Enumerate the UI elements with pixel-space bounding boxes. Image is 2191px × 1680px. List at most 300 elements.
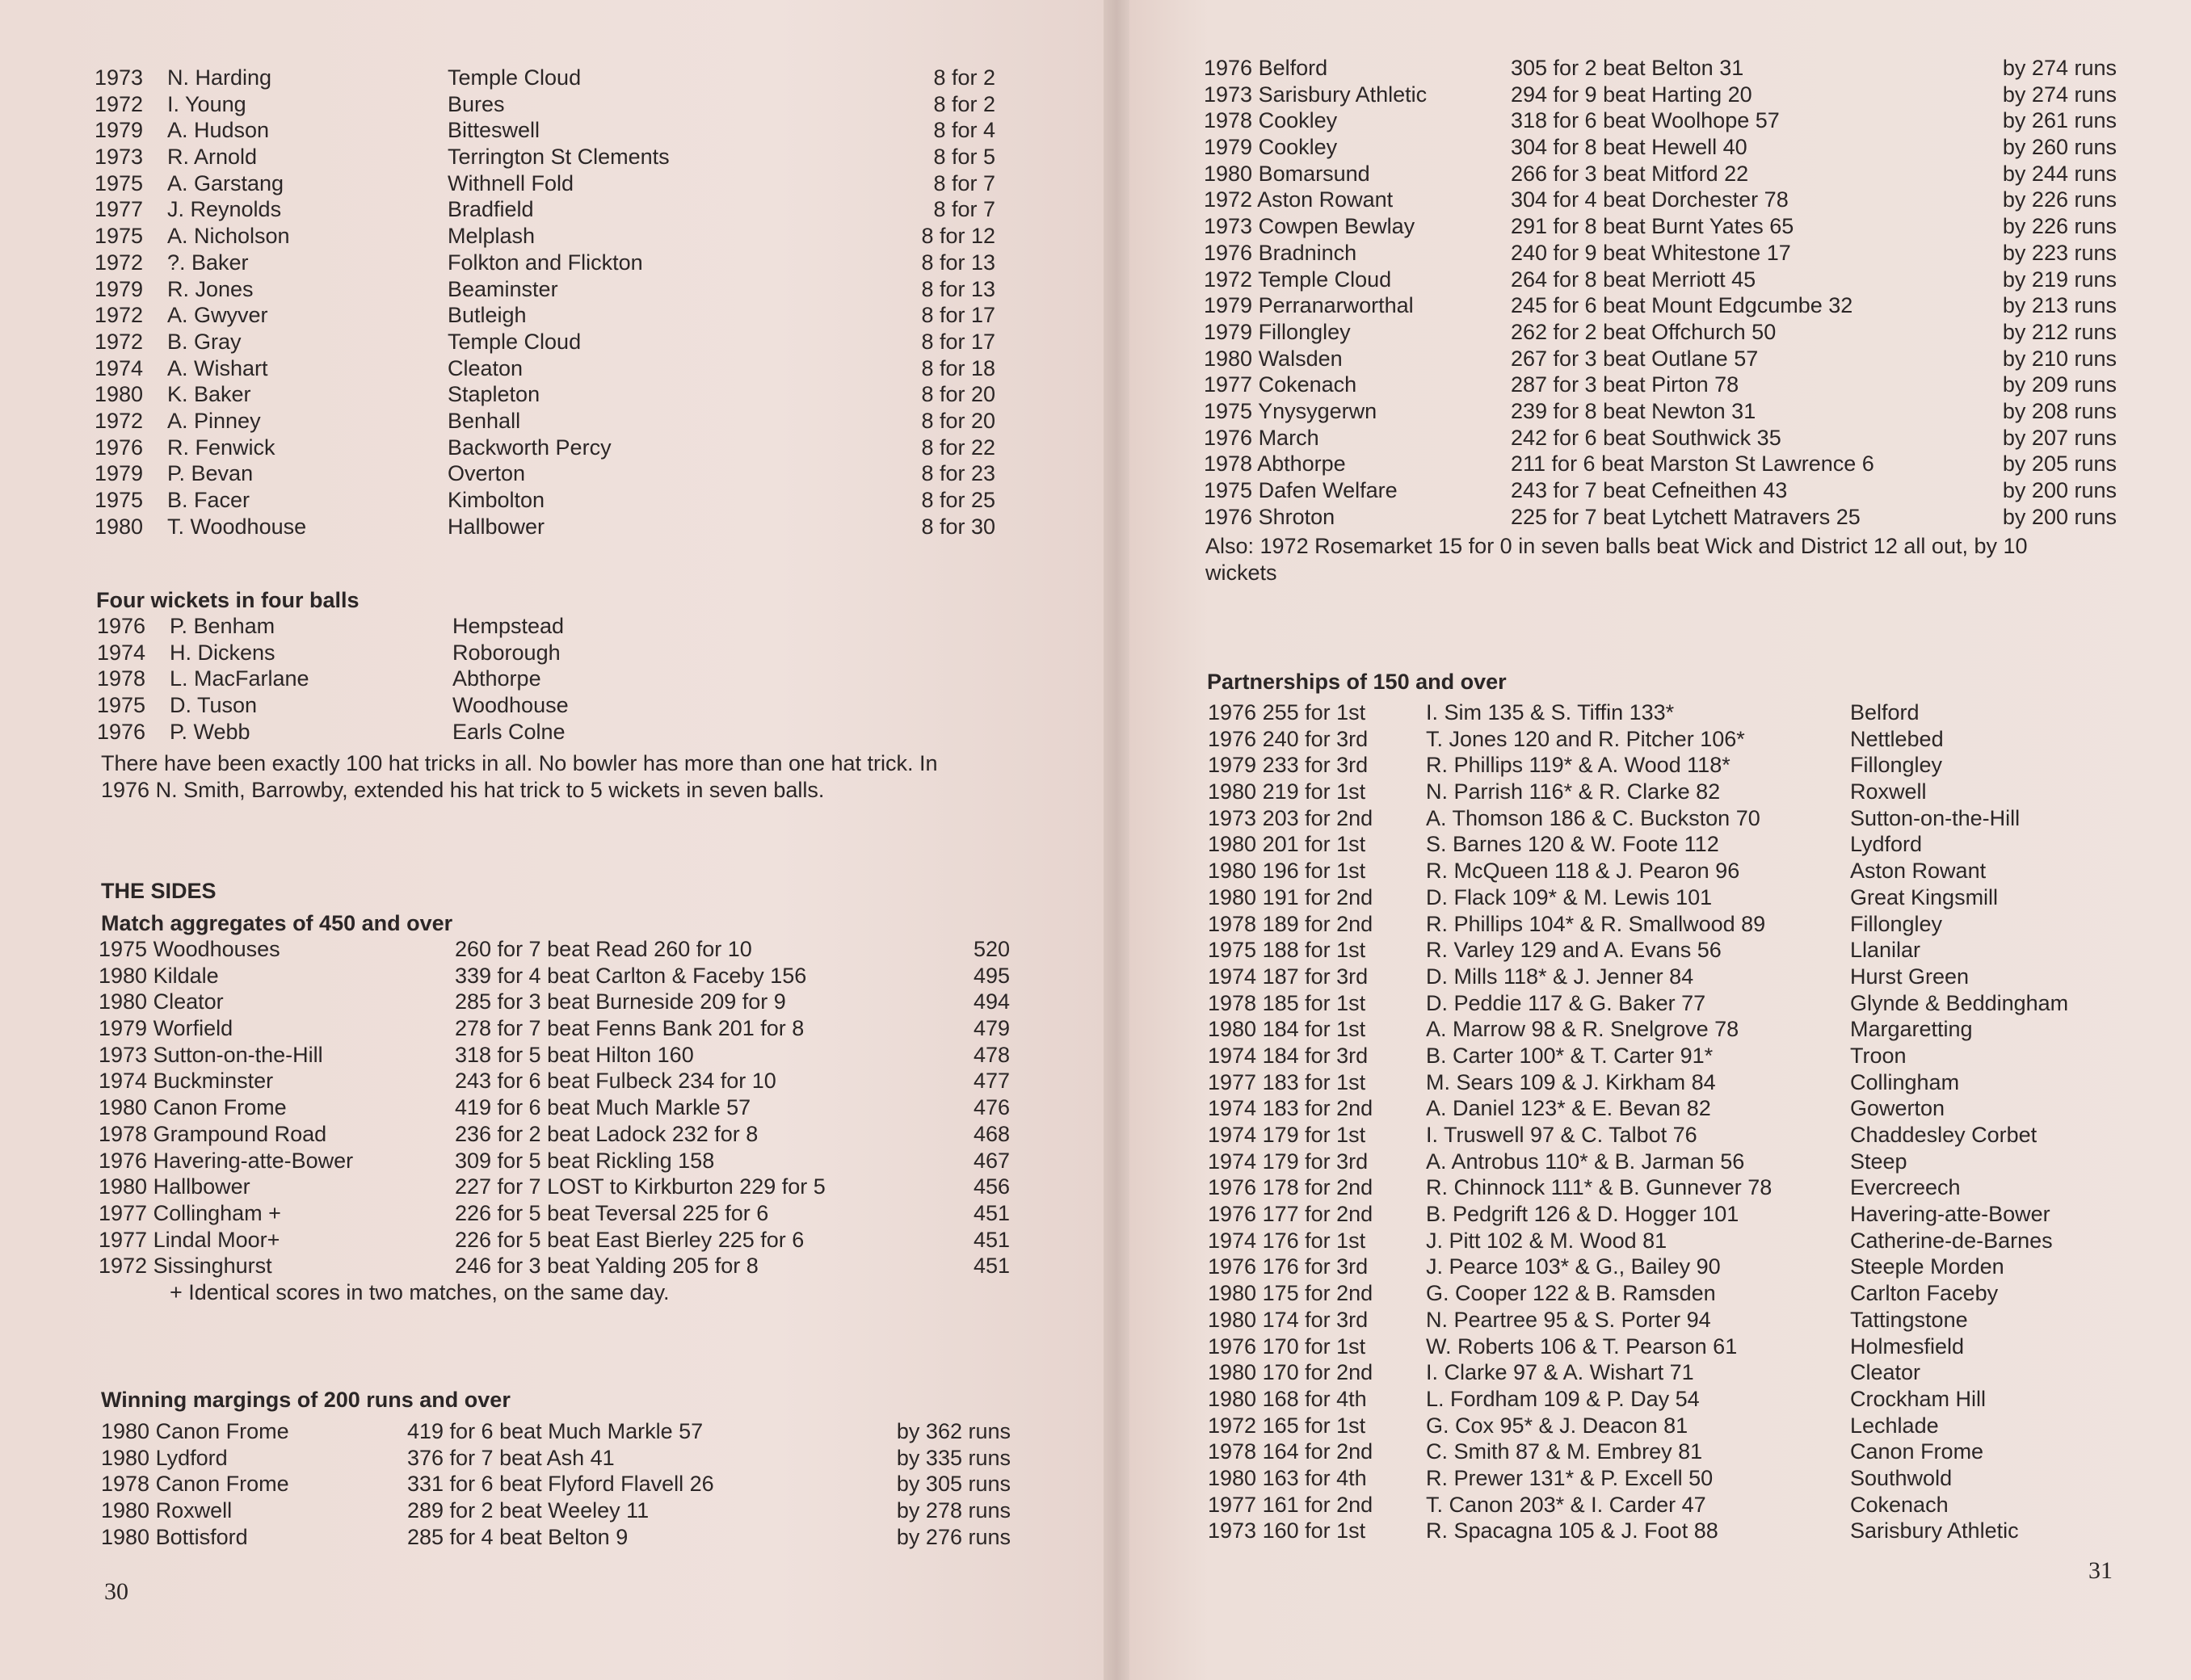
hat-trick-row	[95, 117, 1016, 144]
hat-trick-club: Folkton and Flickton	[448, 250, 643, 275]
aggregate-row	[99, 1094, 1020, 1121]
hat-trick-name: K. Baker	[167, 382, 251, 407]
hat-trick-note	[101, 750, 1030, 804]
margin-row	[101, 1497, 1022, 1524]
aggregates-table	[99, 936, 1020, 1279]
partnership-club: Fillongley	[1850, 753, 1943, 778]
sides-heading: THE SIDES	[101, 879, 217, 903]
hat-trick-figures: 8 for 23	[921, 461, 995, 486]
partnership-wicket: 1980 184 for 1st	[1208, 1017, 1366, 1042]
aggregate-team: 1973 Sutton-on-the-Hill	[99, 1042, 323, 1067]
partnership-players: M. Sears 109 & J. Kirkham 84	[1426, 1069, 1716, 1094]
margin-score: 304 for 4 beat Dorchester 78	[1511, 187, 1789, 212]
margin-score: 287 for 3 beat Pirton 78	[1511, 372, 1739, 397]
hat-trick-year: 1975	[95, 488, 144, 512]
hat-trick-name: R. Jones	[167, 276, 254, 301]
margin-team: 1980 Walsden	[1204, 346, 1343, 371]
margin-score: 318 for 6 beat Woolhope 57	[1511, 108, 1780, 133]
partnership-players: I. Clarke 97 & A. Wishart 71	[1426, 1360, 1694, 1385]
hat-trick-club: Cleaton	[448, 355, 524, 380]
partnership-players: J. Pitt 102 & M. Wood 81	[1426, 1228, 1667, 1253]
hat-trick-row	[95, 276, 1016, 303]
aggregate-row	[99, 963, 1020, 989]
page-number-left: 30	[104, 1578, 128, 1605]
hat-trick-row	[95, 329, 1016, 355]
aggregate-team: 1977 Collingham +	[99, 1200, 281, 1225]
margin-row	[1204, 213, 2141, 240]
aggregate-total: 468	[973, 1121, 1010, 1146]
partnership-club: Crockham Hill	[1850, 1386, 1987, 1411]
hat-trick-figures: 8 for 2	[933, 65, 995, 90]
partnership-row	[1208, 1359, 2153, 1386]
partnership-wicket: 1973 203 for 2nd	[1208, 805, 1373, 830]
aggregate-total: 479	[973, 1016, 1010, 1041]
four-wickets-year: 1976	[97, 719, 146, 744]
margin-score: 242 for 6 beat Southwick 35	[1511, 425, 1781, 450]
partnership-wicket: 1980 219 for 1st	[1208, 779, 1366, 804]
four-wickets-name: P. Benham	[170, 614, 275, 638]
margin-score: 376 for 7 beat Ash 41	[407, 1445, 615, 1470]
partnership-wicket: 1976 170 for 1st	[1208, 1334, 1366, 1359]
margin-score: 266 for 3 beat Mitford 22	[1511, 161, 1749, 186]
hat-trick-name: A. Pinney	[167, 408, 261, 433]
four-wickets-club: Abthorpe	[452, 666, 541, 691]
partnership-row	[1208, 779, 2153, 805]
aggregates-heading: Match aggregates of 450 and over	[101, 911, 453, 935]
partnership-row	[1208, 964, 2153, 990]
also-note-line-1: Also: 1972 Rosemarket 15 for 0 in seven balls beat Wick and District 12 all out, by 10	[1205, 534, 2028, 558]
partnership-wicket: 1974 183 for 2nd	[1208, 1096, 1373, 1121]
aggregate-team: 1976 Havering-atte-Bower	[99, 1148, 354, 1173]
partnership-wicket: 1980 163 for 4th	[1208, 1465, 1367, 1490]
margin-margin: by 219 runs	[2002, 267, 2117, 292]
margin-row	[1204, 398, 2141, 425]
margin-margin: by 207 runs	[2002, 425, 2117, 450]
margin-margin: by 226 runs	[2002, 187, 2117, 212]
partnership-wicket: 1972 165 for 1st	[1208, 1413, 1366, 1438]
partnership-club: Evercreech	[1850, 1175, 1961, 1200]
hat-trick-name: R. Fenwick	[167, 435, 275, 460]
partnership-wicket: 1976 177 for 2nd	[1208, 1202, 1373, 1227]
partnership-wicket: 1980 175 for 2nd	[1208, 1281, 1373, 1306]
hat-trick-year: 1979	[95, 276, 144, 301]
partnership-wicket: 1975 188 for 1st	[1208, 938, 1366, 963]
partnership-wicket: 1977 161 for 2nd	[1208, 1492, 1373, 1517]
partnership-wicket: 1980 196 for 1st	[1208, 859, 1366, 884]
hat-trick-year: 1975	[95, 170, 144, 195]
margin-margin: by 208 runs	[2002, 398, 2117, 423]
hat-trick-figures: 8 for 7	[933, 170, 995, 195]
partnership-club: Sutton-on-the-Hill	[1850, 805, 2021, 830]
partnership-club: Roxwell	[1850, 779, 1927, 804]
margin-score: 419 for 6 beat Much Markle 57	[407, 1419, 704, 1443]
margin-row	[1204, 292, 2141, 319]
margin-team: 1976 March	[1204, 425, 1319, 450]
partnership-club: Carlton Faceby	[1850, 1281, 1999, 1306]
margin-team: 1980 Bottisford	[101, 1524, 248, 1549]
partnership-row	[1208, 911, 2153, 938]
partnership-club: Lechlade	[1850, 1413, 1939, 1438]
aggregate-row	[99, 1253, 1020, 1279]
margin-score: 305 for 2 beat Belton 31	[1511, 56, 1744, 80]
margin-margin: by 278 runs	[896, 1498, 1011, 1523]
partnership-wicket: 1973 160 for 1st	[1208, 1518, 1366, 1544]
margin-row	[101, 1471, 1022, 1497]
hat-trick-name: A. Garstang	[167, 170, 284, 195]
margin-margin: by 305 runs	[896, 1472, 1011, 1497]
four-wickets-row	[97, 613, 1018, 640]
partnership-wicket: 1980 191 for 2nd	[1208, 884, 1373, 909]
partnership-wicket: 1979 233 for 3rd	[1208, 753, 1369, 778]
margin-team: 1980 Bomarsund	[1204, 161, 1370, 186]
hat-trick-figures: 8 for 25	[921, 488, 995, 512]
partnership-wicket: 1980 201 for 1st	[1208, 832, 1366, 857]
margin-row	[1204, 346, 2141, 372]
margin-team: 1972 Aston Rowant	[1204, 187, 1394, 212]
partnership-row	[1208, 1254, 2153, 1280]
margin-margin: by 226 runs	[2002, 214, 2117, 239]
hat-trick-club: Withnell Fold	[448, 170, 574, 195]
margin-row	[1204, 161, 2141, 187]
hat-trick-figures: 8 for 30	[921, 514, 995, 539]
hat-trick-note-line-1: There have been exactly 100 hat tricks in all. No bowler has more than one hat trick. In	[101, 751, 938, 775]
aggregate-team: 1979 Worfield	[99, 1016, 233, 1041]
hat-trick-name: A. Nicholson	[167, 224, 290, 249]
hat-trick-club: Bitteswell	[448, 118, 540, 143]
partnership-players: L. Fordham 109 & P. Day 54	[1426, 1386, 1700, 1411]
margin-score: 240 for 9 beat Whitestone 17	[1511, 240, 1791, 265]
partnership-row	[1208, 1518, 2153, 1544]
margin-row	[1204, 240, 2141, 267]
four-wickets-club: Earls Colne	[452, 719, 566, 744]
book-gutter	[1104, 0, 1129, 1680]
partnership-wicket: 1974 184 for 3rd	[1208, 1043, 1369, 1068]
partnership-club: Steep	[1850, 1149, 1907, 1174]
margin-margin: by 223 runs	[2002, 240, 2117, 265]
aggregate-team: 1980 Hallbower	[99, 1174, 250, 1199]
partnership-players: D. Peddie 117 & G. Baker 77	[1426, 990, 1706, 1015]
partnership-wicket: 1974 176 for 1st	[1208, 1228, 1366, 1253]
hat-trick-name: B. Gray	[167, 329, 242, 354]
hat-trick-note-line-2: 1976 N. Smith, Barrowby, extended his hat trick to 5 wickets in seven balls.	[101, 778, 825, 802]
hat-trick-year: 1973	[95, 65, 144, 90]
aggregate-total: 467	[973, 1148, 1010, 1173]
aggregate-row	[99, 1227, 1020, 1254]
margin-score: 239 for 8 beat Newton 31	[1511, 398, 1756, 423]
partnership-row	[1208, 805, 2153, 832]
aggregate-team: 1978 Grampound Road	[99, 1121, 327, 1146]
margin-row	[1204, 372, 2141, 398]
margin-margin: by 205 runs	[2002, 452, 2117, 477]
aggregate-score: 260 for 7 beat Read 260 for 10	[455, 937, 752, 961]
four-wickets-name: L. MacFarlane	[170, 666, 309, 691]
aggregate-team: 1980 Cleator	[99, 989, 224, 1014]
hat-trick-figures: 8 for 20	[921, 408, 995, 433]
partnership-players: J. Pearce 103* & G., Bailey 90	[1426, 1254, 1721, 1279]
four-wickets-year: 1974	[97, 640, 146, 665]
partnership-wicket: 1978 189 for 2nd	[1208, 911, 1373, 936]
hat-trick-row	[95, 223, 1016, 250]
margin-row	[101, 1524, 1022, 1551]
margin-team: 1978 Cookley	[1204, 108, 1338, 133]
margins-table-left	[101, 1418, 1022, 1550]
four-wickets-row	[97, 666, 1018, 692]
partnership-wicket: 1980 170 for 2nd	[1208, 1360, 1373, 1385]
partnership-club: Lydford	[1850, 832, 1923, 857]
hat-trick-year: 1972	[95, 303, 144, 328]
partnership-players: B. Pedgrift 126 & D. Hogger 101	[1426, 1202, 1739, 1227]
margins-table-right	[1204, 55, 2141, 530]
partnership-row	[1208, 1043, 2153, 1069]
hat-trick-year: 1980	[95, 382, 144, 407]
hat-trick-year: 1972	[95, 408, 144, 433]
margin-score: 264 for 8 beat Merriott 45	[1511, 267, 1756, 292]
partnership-row	[1208, 858, 2153, 884]
partnerships-table	[1208, 699, 2153, 1544]
aggregate-row	[99, 989, 1020, 1015]
partnership-row	[1208, 1122, 2153, 1149]
partnership-club: Llanilar	[1850, 938, 1921, 963]
margin-row	[1204, 267, 2141, 293]
aggregate-total: 495	[973, 963, 1010, 988]
partnership-club: Aston Rowant	[1850, 859, 1987, 884]
four-wickets-row	[97, 719, 1018, 746]
aggregate-team: 1975 Woodhouses	[99, 937, 280, 961]
margin-team: 1973 Cowpen Bewlay	[1204, 214, 1415, 239]
hat-trick-club: Stapleton	[448, 382, 540, 407]
hat-trick-club: Butleigh	[448, 303, 527, 328]
hat-trick-year: 1979	[95, 461, 144, 486]
partnership-wicket: 1976 176 for 3rd	[1208, 1254, 1369, 1279]
margin-score: 294 for 9 beat Harting 20	[1511, 82, 1752, 107]
hat-trick-row	[95, 381, 1016, 408]
four-wickets-name: P. Webb	[170, 719, 250, 744]
partnership-row	[1208, 1307, 2153, 1334]
four-wickets-year: 1978	[97, 666, 146, 691]
hat-trick-figures: 8 for 17	[921, 303, 995, 328]
margin-team: 1976 Shroton	[1204, 504, 1335, 529]
hat-trick-name: N. Harding	[167, 65, 272, 90]
partnership-row	[1208, 1016, 2153, 1043]
hat-trick-name: A. Gwyver	[167, 303, 268, 328]
margin-row	[1204, 319, 2141, 346]
hat-trick-year: 1975	[95, 224, 144, 249]
partnership-row	[1208, 1386, 2153, 1413]
margin-margin: by 335 runs	[896, 1445, 1011, 1470]
partnership-row	[1208, 1280, 2153, 1307]
partnership-club: Holmesfield	[1850, 1334, 1965, 1359]
partnership-players: R. Phillips 104* & R. Smallwood 89	[1426, 911, 1766, 936]
margin-row	[101, 1445, 1022, 1472]
margin-team: 1973 Sarisbury Athletic	[1204, 82, 1428, 107]
margin-margin: by 260 runs	[2002, 135, 2117, 160]
hat-trick-figures: 8 for 2	[933, 91, 995, 116]
margin-margin: by 200 runs	[2002, 478, 2117, 502]
hat-trick-year: 1976	[95, 435, 144, 460]
hat-trick-club: Terrington St Clements	[448, 145, 670, 170]
aggregate-score: 246 for 3 beat Yalding 205 for 8	[455, 1254, 759, 1279]
margin-margin: by 213 runs	[2002, 293, 2117, 318]
margin-score: 267 for 3 beat Outlane 57	[1511, 346, 1759, 371]
margin-margin: by 244 runs	[2002, 161, 2117, 186]
four-wickets-row	[97, 640, 1018, 666]
hat-trick-figures: 8 for 13	[921, 276, 995, 301]
margin-row	[1204, 425, 2141, 452]
margin-margin: by 261 runs	[2002, 108, 2117, 133]
hat-trick-name: J. Reynolds	[167, 197, 282, 222]
partnership-players: A. Marrow 98 & R. Snelgrove 78	[1426, 1017, 1739, 1042]
hat-trick-year: 1977	[95, 197, 144, 222]
hat-trick-figures: 8 for 5	[933, 145, 995, 170]
partnership-players: B. Carter 100* & T. Carter 91*	[1426, 1043, 1714, 1068]
partnership-club: Gowerton	[1850, 1096, 1945, 1121]
partnership-row	[1208, 1069, 2153, 1096]
partnership-wicket: 1974 179 for 3rd	[1208, 1149, 1369, 1174]
hat-trick-figures: 8 for 22	[921, 435, 995, 460]
margin-margin: by 200 runs	[2002, 504, 2117, 529]
hat-trick-row	[95, 144, 1016, 170]
hat-trick-club: Temple Cloud	[448, 65, 582, 90]
margin-score: 331 for 6 beat Flyford Flavell 26	[407, 1472, 714, 1497]
partnership-row	[1208, 831, 2153, 858]
hat-trick-row	[95, 170, 1016, 197]
partnership-row	[1208, 1228, 2153, 1254]
partnership-players: I. Sim 135 & S. Tiffin 133*	[1426, 700, 1675, 724]
partnership-club: Steeple Morden	[1850, 1254, 2004, 1279]
hat-trick-row	[95, 250, 1016, 276]
margin-score: 289 for 2 beat Weeley 11	[407, 1498, 650, 1523]
aggregate-total: 476	[973, 1095, 1010, 1120]
margin-row	[1204, 55, 2141, 82]
margin-team: 1978 Abthorpe	[1204, 452, 1346, 477]
partnership-row	[1208, 1465, 2153, 1492]
margin-score: 304 for 8 beat Hewell 40	[1511, 135, 1747, 160]
hat-trick-row	[95, 355, 1016, 382]
partnership-players: R. Prewer 131* & P. Excell 50	[1426, 1465, 1714, 1490]
margin-team: 1979 Fillongley	[1204, 319, 1351, 344]
aggregate-total: 451	[973, 1227, 1010, 1252]
hat-trick-club: Hallbower	[448, 514, 545, 539]
partnership-club: Hurst Green	[1850, 964, 1970, 989]
partnership-club: Glynde & Beddingham	[1850, 990, 2069, 1015]
aggregate-score: 236 for 2 beat Ladock 232 for 8	[455, 1121, 759, 1146]
partnership-players: S. Barnes 120 & W. Foote 112	[1426, 832, 1719, 857]
margin-team: 1976 Belford	[1204, 56, 1328, 80]
aggregate-score: 243 for 6 beat Fulbeck 234 for 10	[455, 1069, 776, 1094]
aggregate-score: 339 for 4 beat Carlton & Faceby 156	[455, 963, 807, 988]
partnership-players: T. Canon 203* & I. Carder 47	[1426, 1492, 1706, 1517]
margin-score: 291 for 8 beat Burnt Yates 65	[1511, 214, 1794, 239]
margin-row	[1204, 82, 2141, 108]
four-wickets-year: 1976	[97, 614, 146, 638]
partnership-club: Collingham	[1850, 1069, 1960, 1094]
partnership-wicket: 1978 164 for 2nd	[1208, 1439, 1373, 1464]
hat-trick-name: R. Arnold	[167, 145, 258, 170]
partnership-players: W. Roberts 106 & T. Pearson 61	[1426, 1334, 1738, 1359]
aggregate-total: 494	[973, 989, 1010, 1014]
aggregate-team: 1980 Canon Frome	[99, 1095, 287, 1120]
partnership-club: Tattingstone	[1850, 1307, 1968, 1332]
margin-team: 1975 Ynysygerwn	[1204, 398, 1377, 423]
hat-trick-club: Backworth Percy	[448, 435, 612, 460]
hat-trick-club: Kimbolton	[448, 488, 545, 512]
margin-team: 1978 Canon Frome	[101, 1472, 289, 1497]
aggregate-team: 1980 Kildale	[99, 963, 219, 988]
hat-trick-year: 1979	[95, 118, 144, 143]
hat-trick-row	[95, 487, 1016, 514]
hat-trick-name: A. Wishart	[167, 355, 268, 380]
hat-trick-year: 1972	[95, 250, 144, 275]
aggregate-score: 419 for 6 beat Much Markle 57	[455, 1095, 751, 1120]
partnership-players: C. Smith 87 & M. Embrey 81	[1426, 1439, 1703, 1464]
aggregate-score: 309 for 5 beat Rickling 158	[455, 1148, 715, 1173]
partnership-players: D. Flack 109* & M. Lewis 101	[1426, 884, 1713, 909]
hat-trick-club: Melplash	[448, 224, 536, 249]
hat-trick-row	[95, 302, 1016, 329]
margin-team: 1979 Cookley	[1204, 135, 1338, 160]
partnership-wicket: 1974 179 for 1st	[1208, 1123, 1366, 1147]
hat-trick-name: T. Woodhouse	[167, 514, 307, 539]
hat-trick-row	[95, 514, 1016, 540]
hat-trick-row	[95, 91, 1016, 118]
margin-team: 1977 Cokenach	[1204, 372, 1357, 397]
partnership-wicket: 1980 168 for 4th	[1208, 1386, 1367, 1411]
aggregate-total: 520	[973, 937, 1010, 961]
aggregate-row	[99, 1015, 1020, 1042]
aggregate-score: 278 for 7 beat Fenns Bank 201 for 8	[455, 1016, 805, 1041]
partnership-club: Cleator	[1850, 1360, 1921, 1385]
partnership-players: A. Antrobus 110* & B. Jarman 56	[1426, 1149, 1745, 1174]
margin-margin: by 362 runs	[896, 1419, 1011, 1443]
partnership-wicket: 1976 240 for 3rd	[1208, 726, 1369, 751]
partnership-players: I. Truswell 97 & C. Talbot 76	[1426, 1123, 1697, 1147]
hat-trick-club: Bures	[448, 91, 505, 116]
four-wickets-name: H. Dickens	[170, 640, 275, 665]
aggregate-team: 1972 Sissinghurst	[99, 1254, 272, 1279]
margin-team: 1976 Bradninch	[1204, 240, 1357, 265]
partnership-wicket: 1976 255 for 1st	[1208, 700, 1366, 724]
four-wickets-year: 1975	[97, 693, 146, 718]
partnership-players: R. Varley 129 and A. Evans 56	[1426, 938, 1722, 963]
margins-heading: Winning margings of 200 runs and over	[101, 1388, 511, 1412]
partnership-row	[1208, 1174, 2153, 1201]
hat-trick-year: 1980	[95, 514, 144, 539]
aggregate-score: 227 for 7 LOST to Kirkburton 229 for 5	[455, 1174, 826, 1199]
aggregate-row	[99, 1121, 1020, 1148]
hat-tricks-table	[95, 65, 1016, 540]
aggregate-row	[99, 936, 1020, 963]
margin-row	[1204, 134, 2141, 161]
partnership-club: Troon	[1850, 1043, 1907, 1068]
aggregate-score: 285 for 3 beat Burneside 209 for 9	[455, 989, 786, 1014]
margin-team: 1980 Canon Frome	[101, 1419, 289, 1443]
partnership-wicket: 1978 185 for 1st	[1208, 990, 1366, 1015]
partnership-club: Cokenach	[1850, 1492, 1949, 1517]
hat-trick-club: Overton	[448, 461, 526, 486]
margin-score: 245 for 6 beat Mount Edgcumbe 32	[1511, 293, 1853, 318]
partnership-row	[1208, 937, 2153, 964]
aggregate-total: 456	[973, 1174, 1010, 1199]
partnership-players: D. Mills 118* & J. Jenner 84	[1426, 964, 1694, 989]
margin-margin: by 274 runs	[2002, 82, 2117, 107]
four-wickets-name: D. Tuson	[170, 693, 258, 718]
aggregate-total: 451	[973, 1200, 1010, 1225]
partnership-wicket: 1976 178 for 2nd	[1208, 1175, 1373, 1200]
four-wickets-club: Roborough	[452, 640, 561, 665]
margin-team: 1980 Roxwell	[101, 1498, 233, 1523]
margin-team: 1972 Temple Cloud	[1204, 267, 1392, 292]
partnership-row	[1208, 990, 2153, 1017]
